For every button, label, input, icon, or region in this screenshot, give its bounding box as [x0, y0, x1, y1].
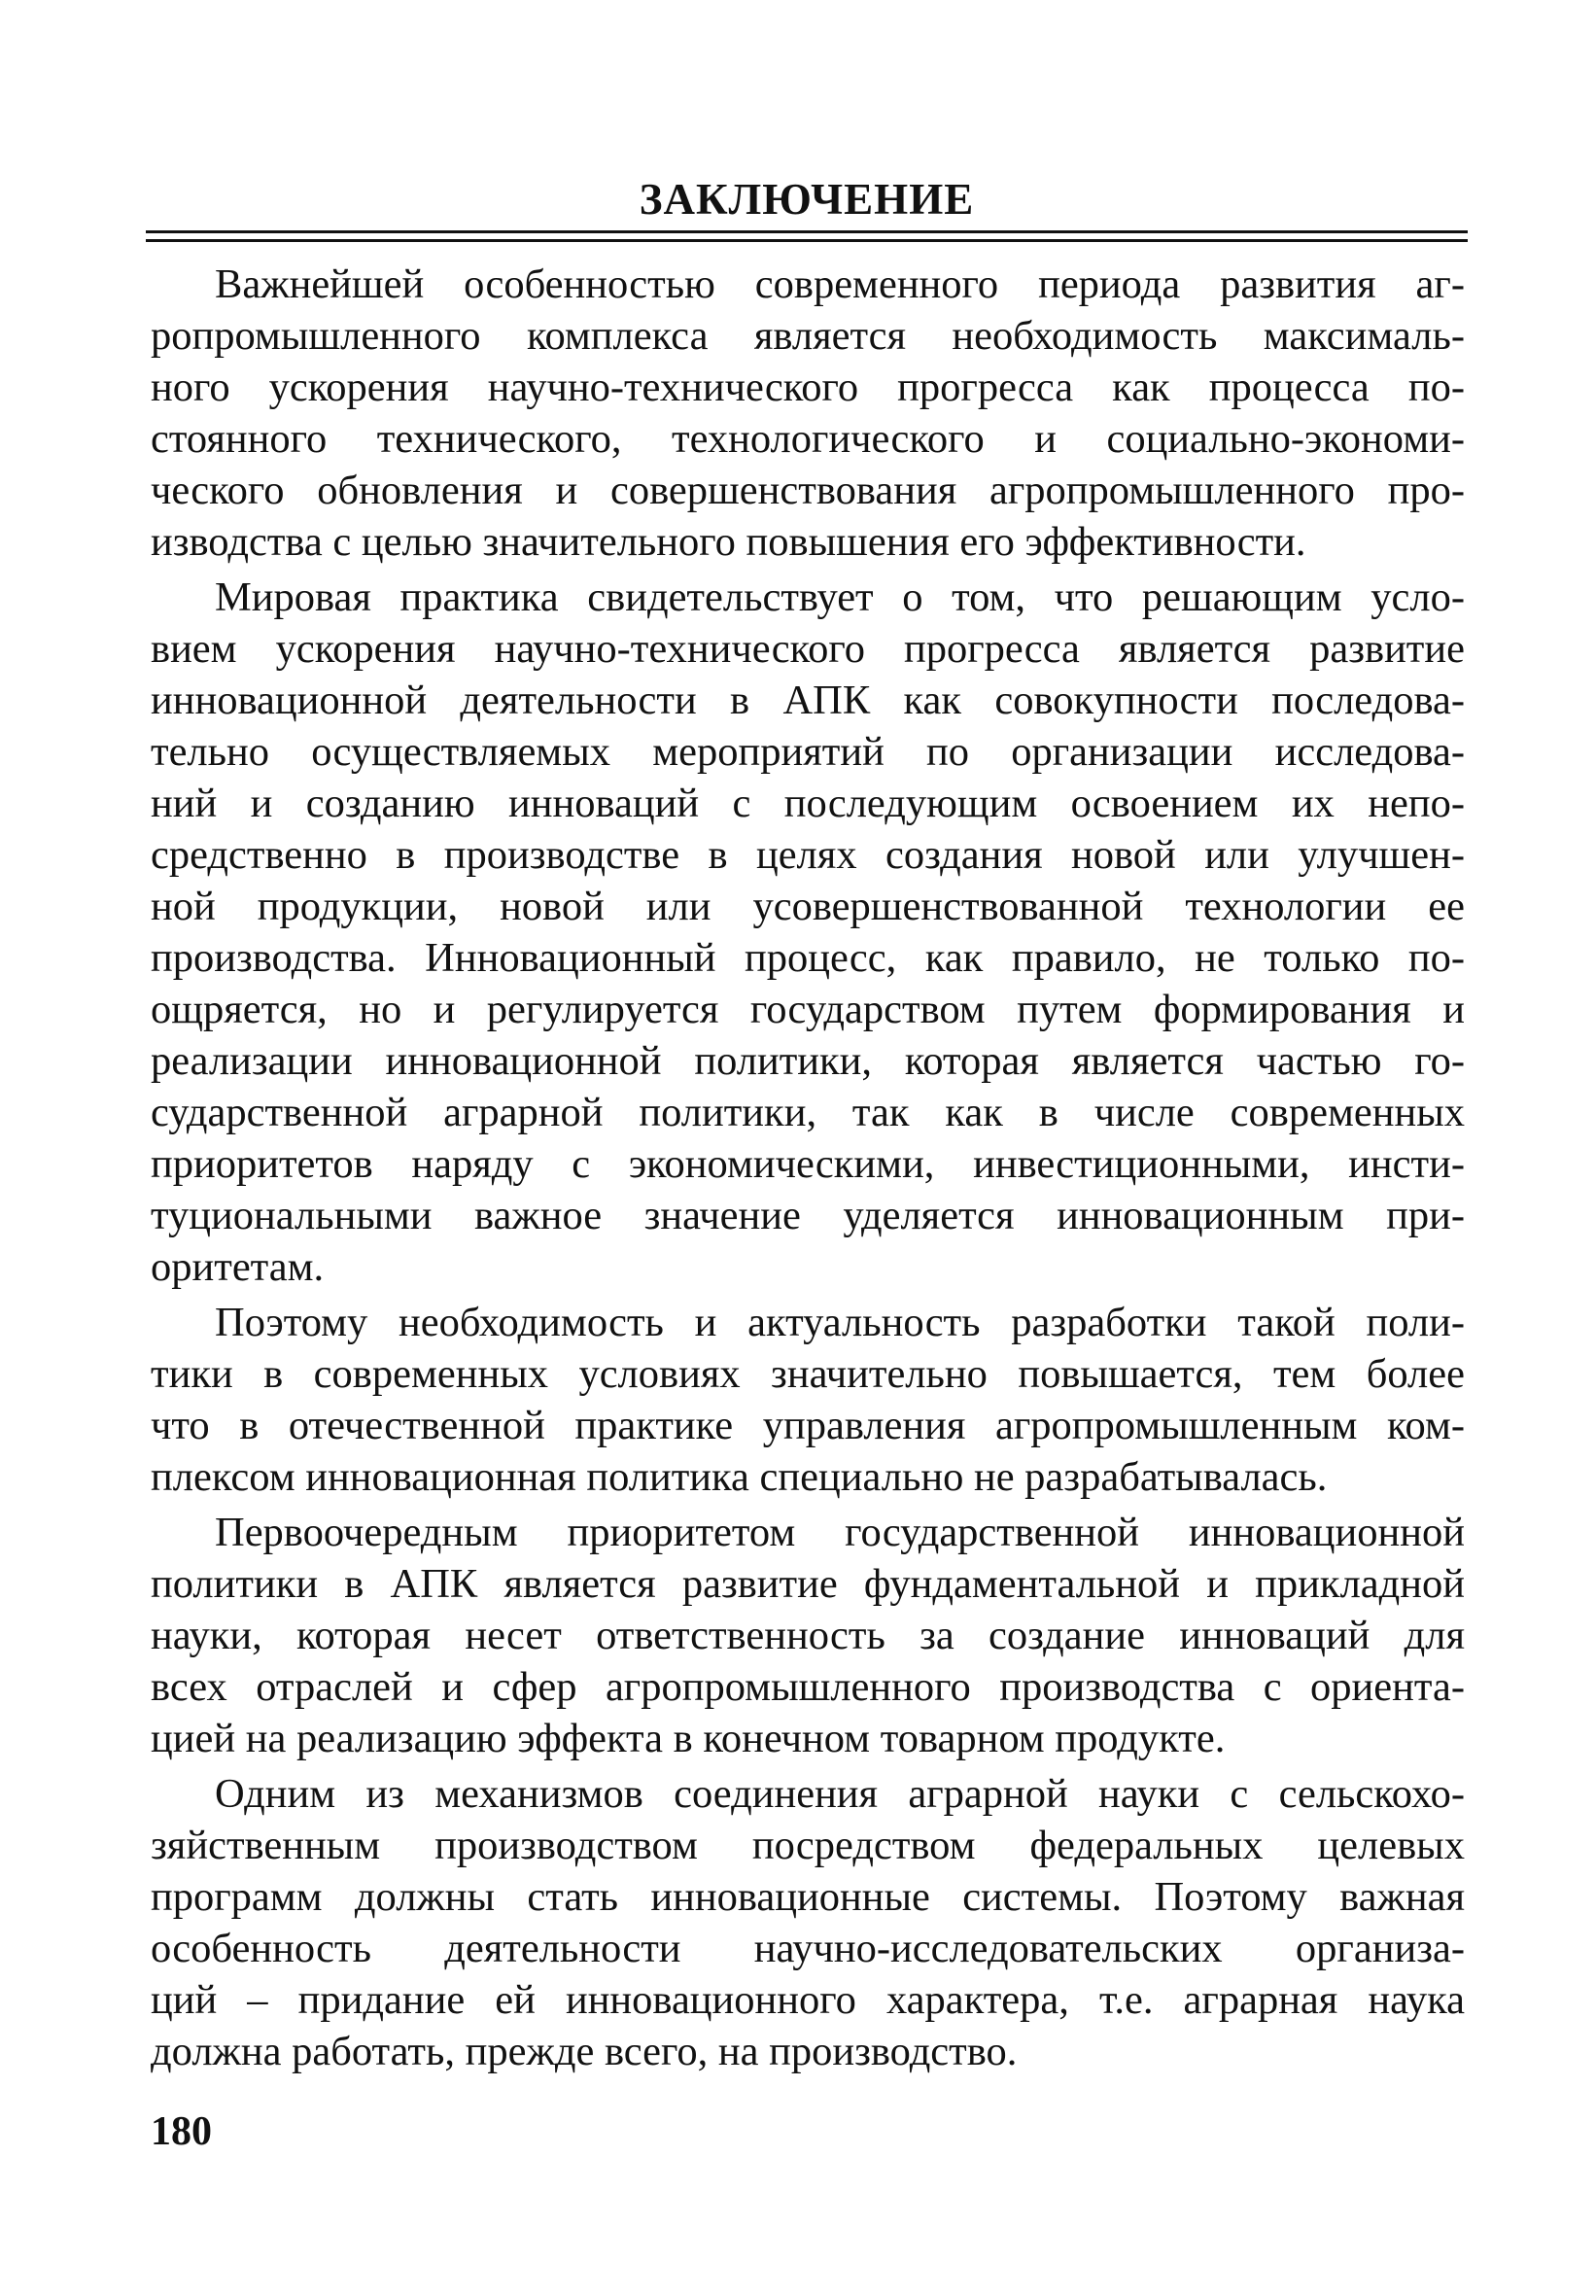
text-line: должна работать, прежде всего, на производство.	[151, 2029, 1018, 2074]
text-line: приоритетов наряду с экономическими, инвестиционными, инсти-	[151, 1141, 1465, 1187]
text-line: зяйственным производством посредством федеральных целевых	[151, 1823, 1465, 1868]
text-line: что в отечественной практике управления агропромышленным ком-	[151, 1403, 1465, 1448]
text-line: науки, которая несет ответственность за создание инноваций для	[151, 1613, 1465, 1658]
text-line: ного ускорения научно-технического прогресса как процесса по-	[151, 365, 1465, 410]
text-line: Поэтому необходимость и актуальность разработки такой поли-	[215, 1300, 1465, 1345]
text-line: туциональными важное значение уделяется инновационным при-	[151, 1193, 1465, 1238]
chapter-heading: ЗАКЛЮЧЕНИЕ	[639, 175, 975, 224]
paragraph	[151, 572, 1465, 1293]
text-line: ной продукции, новой или усовершенствованной технологии ее	[151, 884, 1465, 929]
text-line: сударственной аграрной политики, так как в числе современных	[151, 1090, 1465, 1135]
text-line: ческого обновления и совершенствования агропромышленного про-	[151, 468, 1465, 513]
text-line: особенность деятельности научно-исследовательских организа-	[151, 1926, 1465, 1971]
paragraph	[151, 1768, 1465, 2077]
text-line: политики в АПК является развитие фундаментальной и прикладной	[151, 1561, 1465, 1607]
text-line: инновационной деятельности в АПК как совокупности последова-	[151, 678, 1465, 723]
text-line: тики в современных условиях значительно повышается, тем более	[151, 1351, 1465, 1397]
paragraph	[151, 259, 1465, 568]
text-line: средственно в производстве в целях создания новой или улучшен-	[151, 832, 1465, 878]
text-line: всех отраслей и сфер агропромышленного производства с ориента-	[151, 1664, 1465, 1710]
text-line: Важнейшей особенностью современного периода развития аг-	[215, 261, 1465, 307]
page-number: 180	[151, 2109, 212, 2154]
text-line: ощряется, но и регулируется государством путем формирования и	[151, 987, 1465, 1032]
text-line: программ должны стать инновационные системы. Поэтому важная	[151, 1874, 1465, 1920]
paragraph	[151, 1507, 1465, 1764]
text-line: вием ускорения научно-технического прогресса является развитие	[151, 626, 1465, 672]
text-line: ропромышленного комплекса является необходимость максималь-	[151, 313, 1465, 359]
text-line: изводства с целью значительного повышения его эффективности.	[151, 519, 1306, 565]
text-line: ний и созданию инноваций с последующим освоением их непо-	[151, 781, 1465, 826]
text-line: плексом инновационная политика специально не разрабатывалась.	[151, 1454, 1328, 1500]
text-line: Мировая практика свидетельствует о том, что решающим усло-	[215, 574, 1465, 620]
paragraph	[151, 1297, 1465, 1503]
text-line: ций – придание ей инновационного характера, т.е. аграрная наука	[151, 1977, 1465, 2023]
text-line: тельно осуществляемых мероприятий по организации исследова-	[151, 729, 1465, 775]
text-line: реализации инновационной политики, которая является частью го-	[151, 1038, 1465, 1084]
text-line: Одним из механизмов соединения аграрной науки с сельскохо-	[215, 1771, 1465, 1817]
body-text	[151, 259, 1465, 2081]
text-line: стоянного технического, технологического и социально-экономи-	[151, 416, 1465, 462]
heading-double-rule	[146, 230, 1468, 242]
text-line: производства. Инновационный процесс, как правило, не только по-	[151, 935, 1465, 981]
text-line: Первоочередным приоритетом государственной инновационной	[215, 1510, 1465, 1555]
text-line: цией на реализацию эффекта в конечном товарном продукте.	[151, 1716, 1226, 1761]
text-line: оритетам.	[151, 1244, 325, 1290]
